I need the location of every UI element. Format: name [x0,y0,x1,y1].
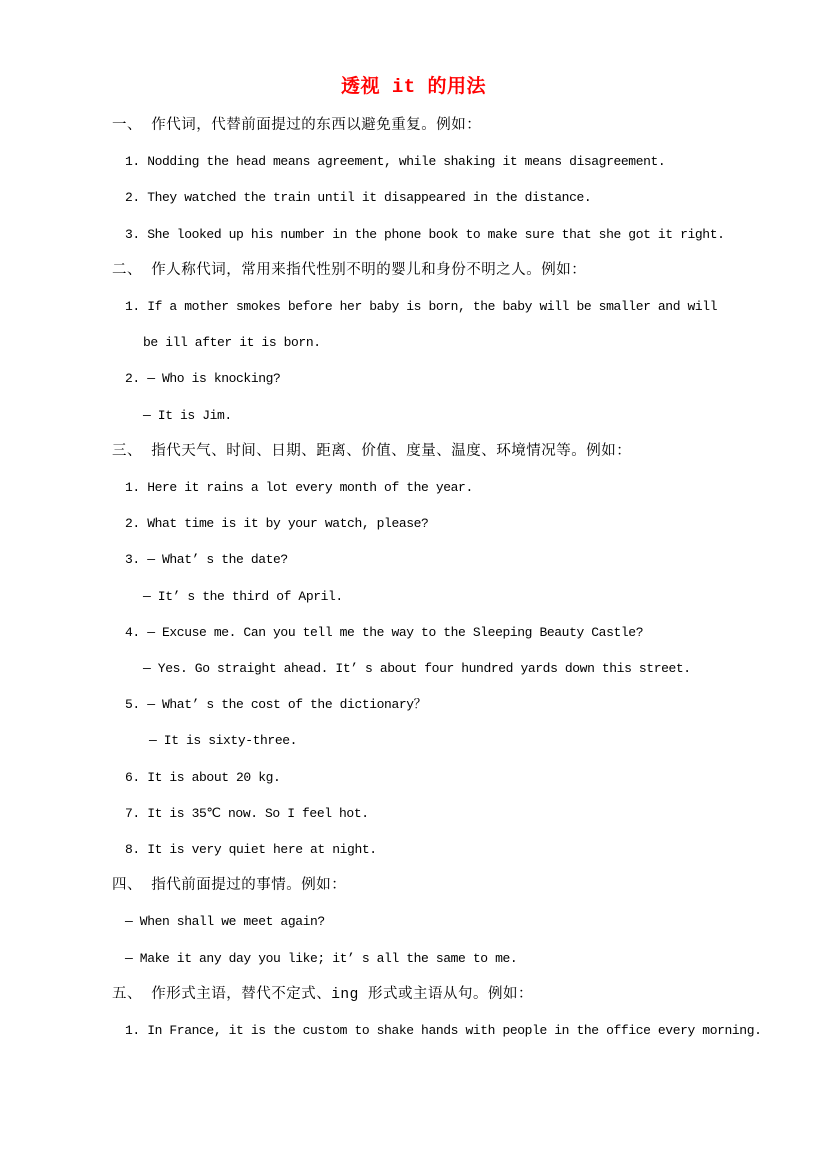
text-line: be ill after it is born. [143,335,321,351]
section-header: 五、 作形式主语，替代不定式、ing 形式或主语从句。例如： [112,986,534,1003]
text-line: 1. In France, it is the custom to shake hands with people in the office every morning. [125,1023,762,1039]
section-header: 一、 作代词，代替前面提过的东西以避免重复。例如： [112,118,482,134]
text-line: — Yes. Go straight ahead. It’ s about four hundred yards down this street. [143,661,691,677]
text-line: 2. What time is it by your watch, please? [125,516,429,532]
document-body [0,108,827,1049]
text-line: 5. — What’ s the cost of the dictionary？ [125,697,427,713]
text-line: 6. It is about 20 kg. [125,769,281,785]
text-line: — Make it any day you like; it’ s all the same to me. [125,950,518,966]
text-line: 1. Here it rains a lot every month of the year. [125,480,473,496]
text-line: — It is Jim. [143,407,232,423]
text-line: — When shall we meet again? [125,914,325,930]
section-header: 四、 指代前面提过的事情。例如： [112,878,347,895]
text-line: — It is sixty-three. [149,733,298,749]
text-line: 1. If a mother smokes before her baby is born, the baby will be smaller and will [125,299,718,315]
text-line: 2. They watched the train until it disappeared in the distance. [125,190,592,206]
document-title: 透视 it 的用法 [340,76,487,98]
text-line: 3. — What’ s the date? [125,552,288,568]
section-header: 三、 指代天气、时间、日期、距离、价值、度量、温度、环境情况等。例如： [112,443,632,460]
text-line: 3. She looked up his number in the phone book to make sure that she got it right. [125,226,725,242]
text-line: 7. It is 35℃ now. So I feel hot. [125,805,369,821]
text-line: 2. — Who is knocking? [125,371,281,387]
text-line: 1. Nodding the head means agreement, while shaking it means disagreement. [125,154,666,170]
text-line: 4. — Excuse me. Can you tell me the way to the Sleeping Beauty Castle? [125,624,644,640]
section-header: 二、 作人称代词，常用来指代性别不明的婴儿和身份不明之人。例如： [112,262,587,279]
text-line: — It’ s the third of April. [143,588,343,604]
text-line: 8. It is very quiet here at night. [125,842,377,858]
